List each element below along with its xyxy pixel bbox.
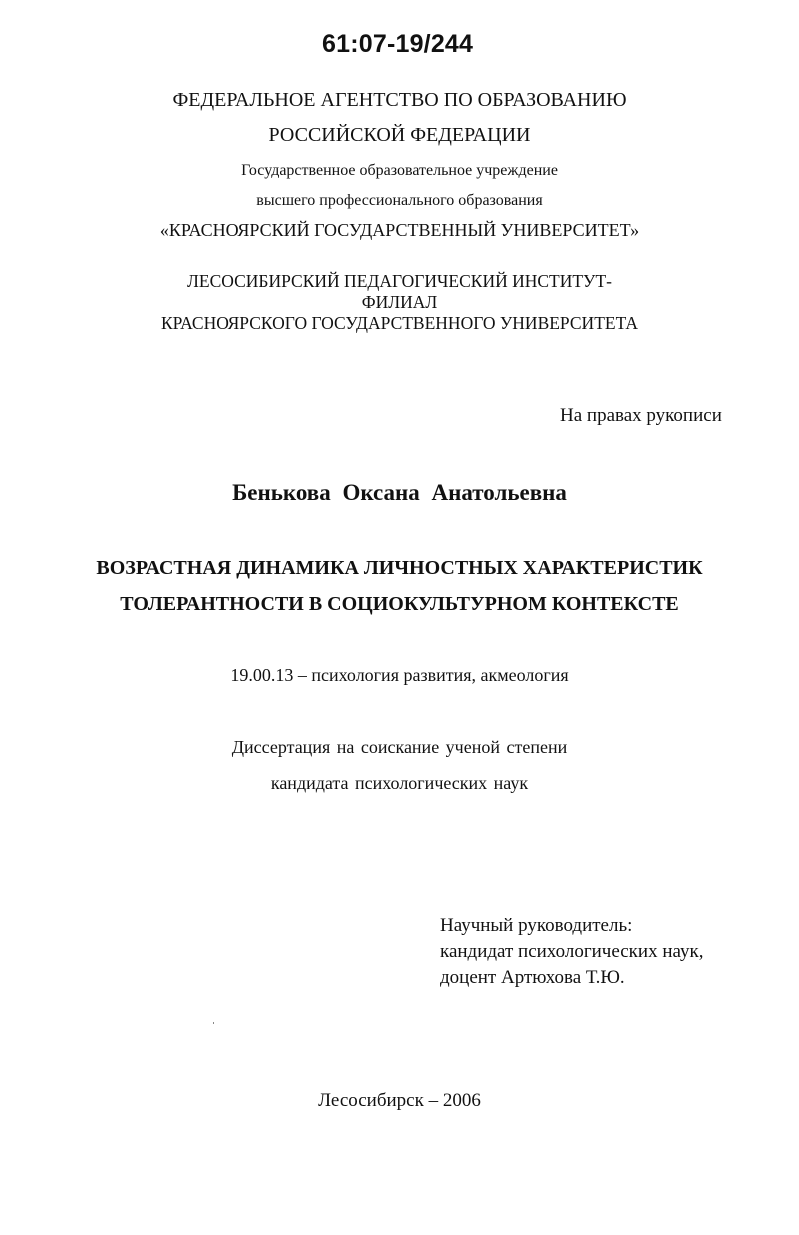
place-year: Лесосибирск – 2006 (318, 1090, 481, 1111)
author-name: Бенькова Оксана Анатольевна (232, 480, 567, 505)
scan-speck (213, 1022, 214, 1024)
agency-line-1: ФЕДЕРАЛЬНОЕ АГЕНТСТВО ПО ОБРАЗОВАНИЮ (172, 89, 627, 111)
thesis-title-line-2: ТОЛЕРАНТНОСТИ В СОЦИОКУЛЬТУРНОМ КОНТЕКСТЕ (120, 593, 679, 615)
catalog-number: 61:07-19/244 (322, 30, 474, 58)
institute-line-3: КРАСНОЯРСКОГО ГОСУДАРСТВЕННОГО УНИВЕРСИТЕТА (160, 313, 639, 333)
supervisor-name: доцент Артюхова Т.Ю. (440, 967, 625, 988)
institute-line-2: ФИЛИАЛ (361, 292, 438, 312)
university-name: «КРАСНОЯРСКИЙ ГОСУДАРСТВЕННЫЙ УНИВЕРСИТЕТ» (159, 220, 640, 240)
degree-line-2: кандидата психологических наук (270, 773, 529, 793)
supervisor-rank: кандидат психологических наук, (440, 941, 704, 962)
institute-line-1: ЛЕСОСИБИРСКИЙ ПЕДАГОГИЧЕСКИЙ ИНСТИТУТ- (187, 271, 612, 291)
agency-line-2: РОССИЙСКОЙ ФЕДЕРАЦИИ (268, 124, 531, 146)
supervisor-block (440, 913, 703, 991)
institution-type-line-1: Государственное образовательное учреждение (241, 162, 558, 179)
thesis-title-line-1: ВОЗРАСТНАЯ ДИНАМИКА ЛИЧНОСТНЫХ ХАРАКТЕРИСТИК (96, 557, 703, 579)
degree-line-1: Диссертация на соискание ученой степени (231, 737, 568, 757)
specialty-code: 19.00.13 – психология развития, акмеология (230, 665, 569, 685)
supervisor-label: Научный руководитель: (440, 915, 633, 936)
manuscript-note: На правах рукописи (560, 405, 722, 426)
institution-type-line-2: высшего профессионального образования (256, 192, 543, 209)
